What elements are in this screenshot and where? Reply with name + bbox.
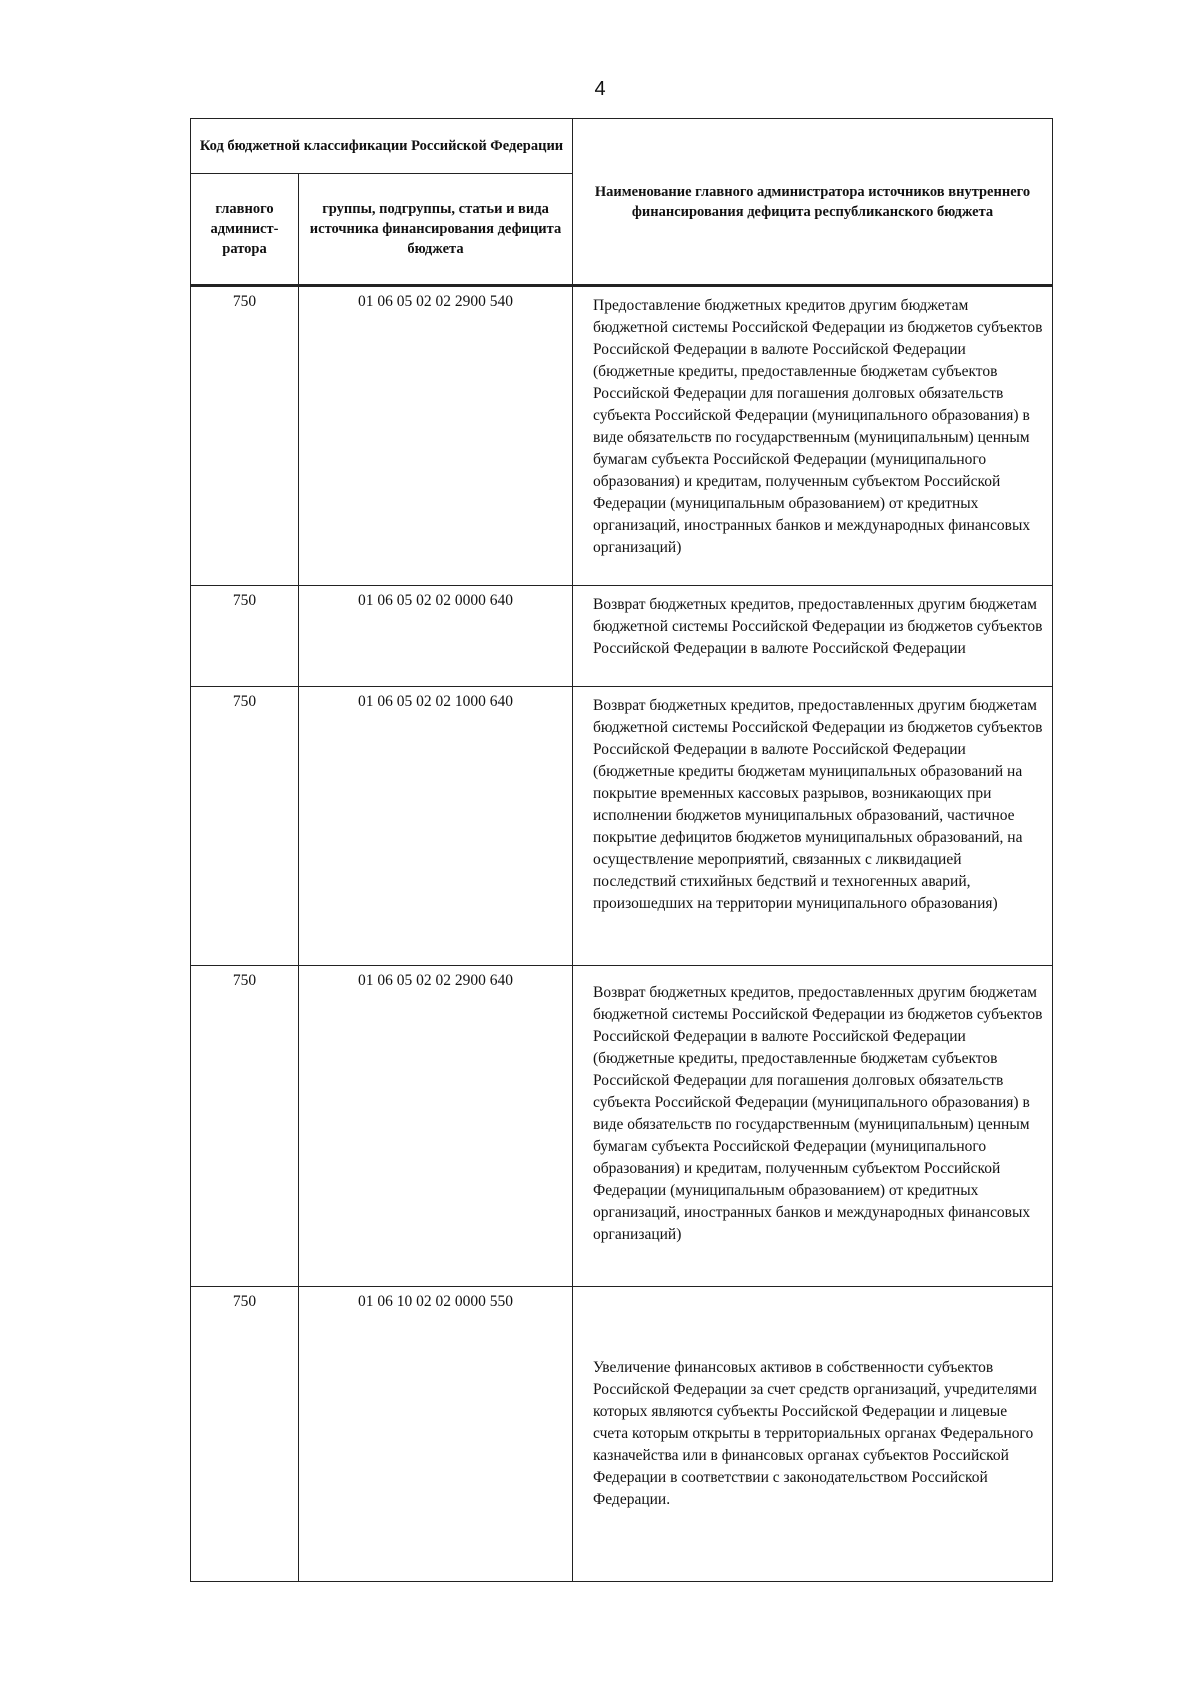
header-col-name: Наименование главного администратора источников внутреннего финансирования дефицита республиканского бюджета <box>573 119 1053 286</box>
admin-code-cell: 750 <box>191 966 299 1287</box>
header-col-code: группы, подгруппы, статьи и вида источника финансирования дефицита бюджета <box>299 174 573 286</box>
classification-code-cell: 01 06 10 02 02 0000 550 <box>299 1287 573 1582</box>
classification-code-cell: 01 06 05 02 02 2900 640 <box>299 966 573 1287</box>
page-number: 4 <box>594 78 606 100</box>
classification-code-cell: 01 06 05 02 02 0000 640 <box>299 586 573 687</box>
source-name-cell: Возврат бюджетных кредитов, предоставленных другим бюджетам бюджетной системы Российской Федерации из бюджетов субъектов Российской Федерации в валюте Российской Федерации (бюджетные кредиты бюджетам муниципальных образований на покрытие временных кассовых разрывов, возникающих при исполнении бюджетов муниципальных образований, частичное покрытие дефицитов бюджетов муниципальных образований, на осуществление мероприятий, связанных с ликвидацией последствий стихийных бедствий и техногенных аварий, произошедших на территории муниципального образования) <box>573 687 1053 966</box>
source-name-cell: Возврат бюджетных кредитов, предоставленных другим бюджетам бюджетной системы Российской Федерации из бюджетов субъектов Российской Федерации в валюте Российской Федерации <box>573 586 1053 687</box>
source-name-cell: Возврат бюджетных кредитов, предоставленных другим бюджетам бюджетной системы Российской Федерации из бюджетов субъектов Российской Федерации в валюте Российской Федерации (бюджетные кредиты, предоставленные бюджетам субъектов Российской Федерации для погашения долговых обязательств субъекта Российской Федерации (муниципального образования) в виде обязательств по государственным (муниципальным) ценным бумагам субъекта Российской Федерации (муниципального образования) и кредитам, полученным субъектом Российской Федерации (муниципальным образованием) от кредитных организаций, иностранных банков и международных финансовых организаций) <box>573 966 1053 1287</box>
table-row <box>191 966 1053 1287</box>
admin-code-cell: 750 <box>191 1287 299 1582</box>
admin-code-cell: 750 <box>191 586 299 687</box>
table-row <box>191 586 1053 687</box>
admin-code-cell: 750 <box>191 687 299 966</box>
classification-code-cell: 01 06 05 02 02 2900 540 <box>299 286 573 586</box>
table-row <box>191 286 1053 586</box>
table-row <box>191 687 1053 966</box>
header-col-admin: главного админист-ратора <box>191 174 299 286</box>
header-group-title: Код бюджетной классификации Российской Федерации <box>191 119 573 174</box>
classification-code-cell: 01 06 05 02 02 1000 640 <box>299 687 573 966</box>
budget-classification-table <box>190 118 1053 1582</box>
source-name-cell: Увеличение финансовых активов в собственности субъектов Российской Федерации за счет средств организаций, учредителями которых являются субъекты Российской Федерации и лицевые счета которым открыты в территориальных органах Федерального казначейства или в финансовых органах субъектов Российской Федерации в соответствии с законодательством Российской Федерации. <box>573 1287 1053 1582</box>
admin-code-cell: 750 <box>191 286 299 586</box>
source-name-cell: Предоставление бюджетных кредитов другим бюджетам бюджетной системы Российской Федерации из бюджетов субъектов Российской Федерации в валюте Российской Федерации (бюджетные кредиты, предоставленные бюджетам субъектов Российской Федерации для погашения долговых обязательств субъекта Российской Федерации (муниципального образования) в виде обязательств по государственным (муниципальным) ценным бумагам субъекта Российской Федерации (муниципального образования) и кредитам, полученным субъектом Российской Федерации (муниципальным образованием) от кредитных организаций, иностранных банков и международных финансовых организаций) <box>573 286 1053 586</box>
table-row <box>191 1287 1053 1582</box>
